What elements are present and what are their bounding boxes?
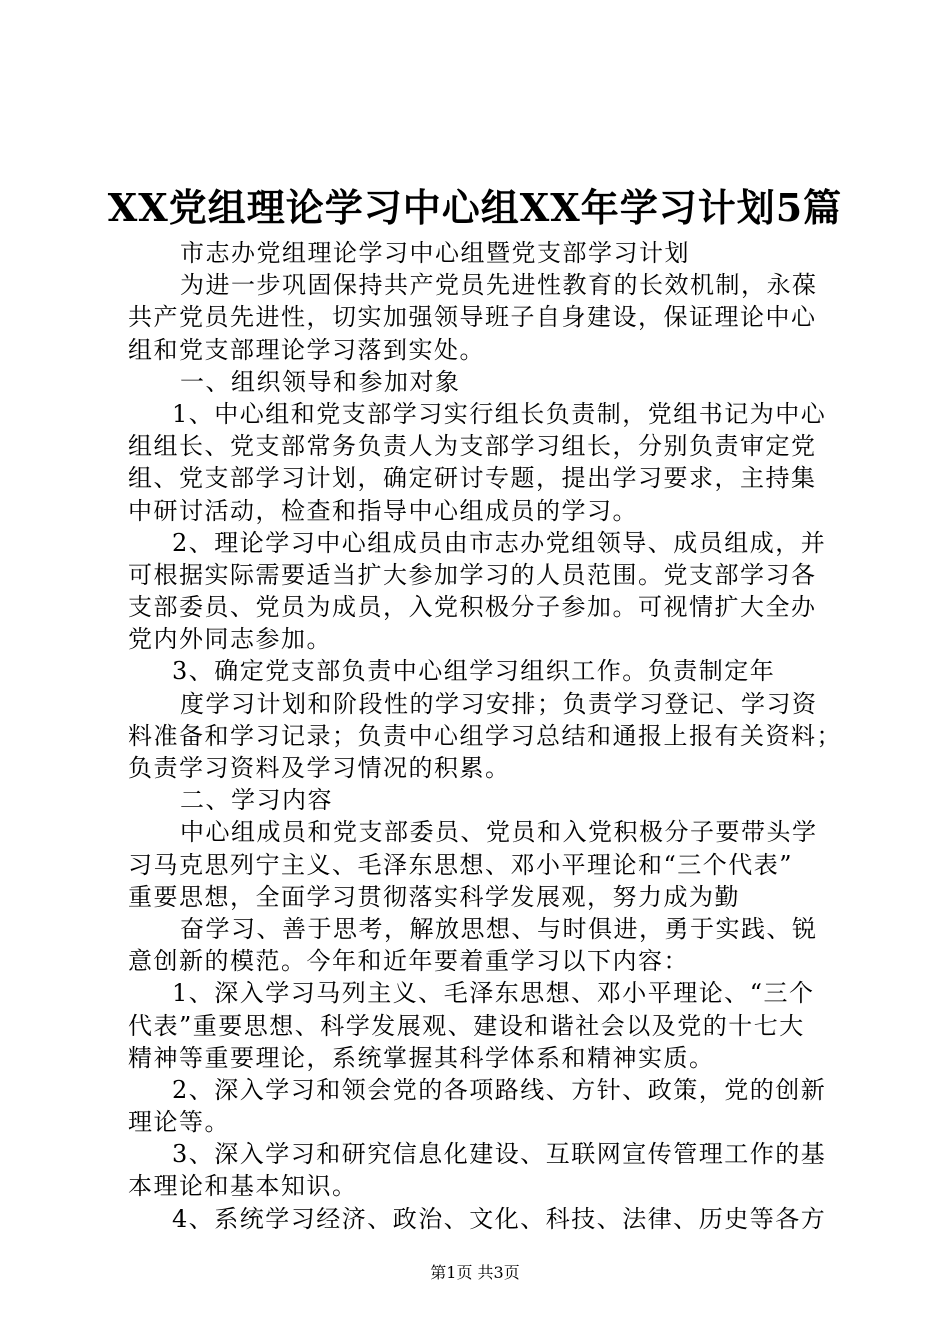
paragraph-line: 意创新的模范。今年和近年要着重学习以下内容： — [128, 947, 689, 976]
paragraph-line: 料准备和学习记录；负责中心组学习总结和通报上报有关资料； — [128, 721, 842, 750]
page-number: 第1页 共3页 — [430, 1263, 520, 1282]
paragraph-line: 习马克思列宁主义、毛泽东思想、邓小平理论和“三个代表” — [128, 850, 794, 879]
paragraph-line: 重要思想，全面学习贯彻落实科学发展观，努力成为勤 — [128, 882, 740, 911]
paragraph-line: 奋学习、善于思考，解放思想、与时俱进，勇于实践、锐 — [180, 914, 818, 943]
paragraph-line: 1、中心组和党支部学习实行组长负责制，党组书记为中心 — [172, 399, 827, 428]
paragraph-line: 3、确定党支部负责中心组学习组织工作。负责制定年 — [172, 657, 776, 686]
paragraph-line: 理论等。 — [128, 1108, 230, 1137]
paragraph-line: 组和党支部理论学习落到实处。 — [128, 335, 485, 364]
paragraph-line: 负责学习资料及学习情况的积累。 — [128, 754, 511, 782]
paragraph-line: 组、党支部学习计划，确定研讨专题，提出学习要求，主持集 — [128, 464, 817, 493]
paragraph-line: 4、系统学习经济、政治、文化、科技、法律、历史等各方 — [172, 1204, 827, 1233]
page-title: XX党组理论学习中心组XX年学习计划5篇 — [107, 185, 843, 230]
paragraph-line: 中心组成员和党支部委员、党员和入党积极分子要带头学 — [180, 818, 818, 847]
paragraph-line: 党内外同志参加。 — [128, 625, 332, 654]
paragraph-line: 代表”重要思想、科学发展观、建设和谐社会以及党的十七大 — [128, 1011, 805, 1040]
section-heading: 二、学习内容 — [180, 786, 333, 815]
paragraph-line: 中研讨活动，检查和指导中心组成员的学习。 — [128, 496, 638, 525]
paragraph-line: 共产党员先进性，切实加强领导班子自身建设，保证理论中心 — [128, 303, 817, 332]
paragraph-line: 度学习计划和阶段性的学习安排；负责学习登记、学习资 — [180, 689, 818, 718]
document-body — [128, 237, 842, 1235]
paragraph-line: 组组长、党支部常务负责人为支部学习组长，分别负责审定党 — [128, 432, 817, 461]
section-heading: 一、组织领导和参加对象 — [180, 367, 461, 396]
paragraph-line: 2、理论学习中心组成员由市志办党组领导、成员组成，并 — [172, 528, 827, 557]
paragraph-line: 本理论和基本知识。 — [128, 1172, 358, 1201]
paragraph-line: 1、深入学习马列主义、毛泽东思想、邓小平理论、“三个 — [172, 979, 815, 1008]
paragraph-line: 为进一步巩固保持共产党员先进性教育的长效机制，永葆 — [180, 271, 818, 300]
paragraph-line: 精神等重要理论，系统掌握其科学体系和精神实质。 — [128, 1043, 715, 1072]
paragraph-line: 3、深入学习和研究信息化建设、互联网宣传管理工作的基 — [172, 1140, 827, 1169]
paragraph-line: 市志办党组理论学习中心组暨党支部学习计划 — [180, 239, 690, 267]
paragraph-line: 2、深入学习和领会党的各项路线、方针、政策，党的创新 — [172, 1075, 827, 1104]
paragraph-line: 可根据实际需要适当扩大参加学习的人员范围。党支部学习各 — [128, 560, 817, 589]
paragraph-line: 支部委员、党员为成员，入党积极分子参加。可视情扩大全办 — [128, 593, 817, 622]
